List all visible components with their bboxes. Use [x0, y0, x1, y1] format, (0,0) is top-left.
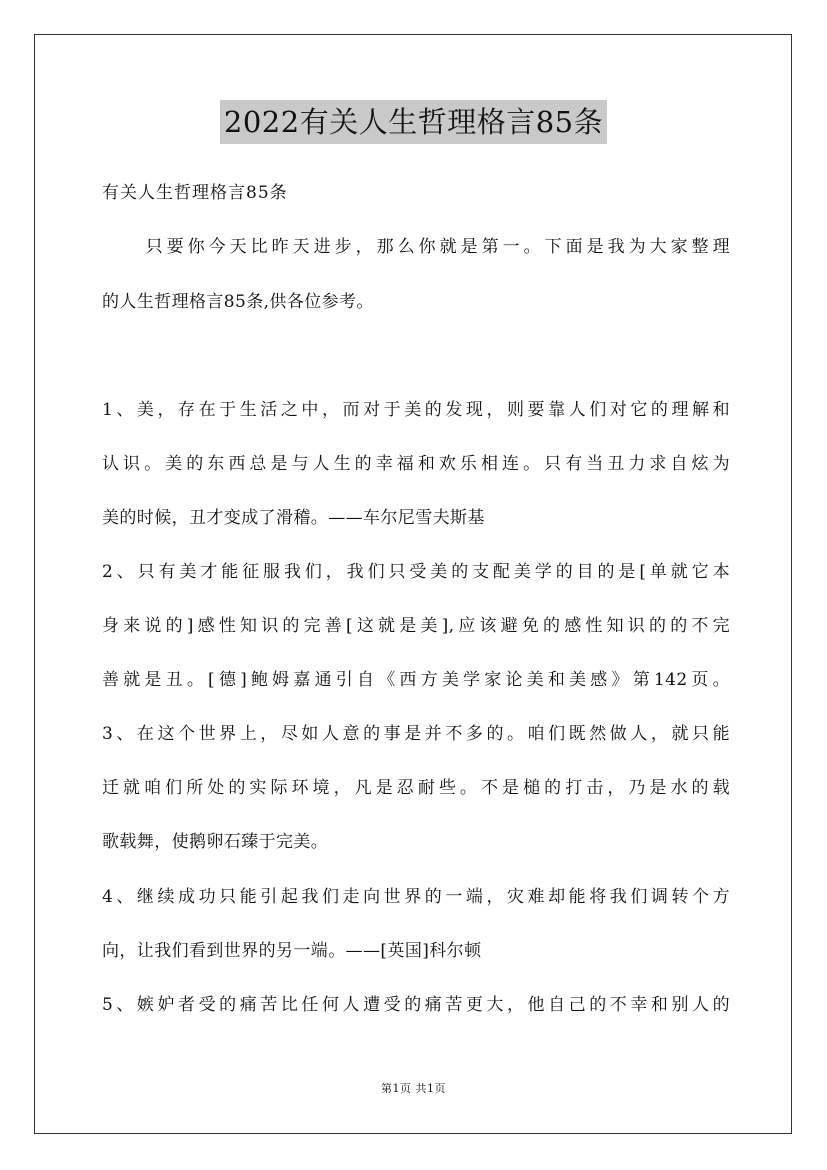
item-5-line-1: 5、嫉妒者受的痛苦比任何人遭受的痛苦更大，他自己的不幸和别人的 [102, 995, 730, 1015]
item-3-line-1: 3、在这个世界上，尽如人意的事是并不多的。咱们既然做人，就只能 [102, 724, 730, 744]
page-title: 2022有关人生哲理格言85条 [220, 100, 607, 144]
title-container [0, 100, 827, 144]
item-1-line-1: 1、美，存在于生活之中，而对于美的发现，则要靠人们对它的理解和 [102, 400, 730, 420]
page-footer: 第1页 共1页 [381, 1082, 446, 1095]
item-1-line-2: 认识。美的东西总是与人生的幸福和欢乐相连。只有当丑力求自炫为 [102, 454, 730, 474]
item-4-line-2: 向，让我们看到世界的另一端。——[英国]科尔顿 [102, 941, 482, 961]
item-2-line-3: 善就是丑。[德]鲍姆嘉通引自《西方美学家论美和美感》第142页。 [102, 670, 730, 690]
item-3-line-2: 迁就咱们所处的实际环境，凡是忍耐些。不是槌的打击，乃是水的载 [102, 778, 730, 798]
subtitle: 有关人生哲理格言85条 [102, 183, 288, 203]
intro-line-1 [102, 232, 730, 262]
item-3-line-3: 歌载舞，使鹅卵石臻于完美。 [102, 832, 329, 852]
item-1-line-3: 美的时候，丑才变成了滑稽。——车尔尼雪夫斯基 [102, 508, 485, 528]
item-4-line-1: 4、继续成功只能引起我们走向世界的一端，灾难却能将我们调转个方 [102, 887, 730, 907]
intro-line-2: 的人生哲理格言85条,供各位参考。 [102, 292, 374, 312]
intro-text-1: 只要你今天比昨天进步，那么你就是第一。下面是我为大家整理 [142, 237, 730, 257]
item-2-line-2: 身来说的]感性知识的完善[这就是美],应该避免的感性知识的的不完 [102, 616, 730, 636]
item-2-line-1: 2、只有美才能征服我们，我们只受美的支配美学的目的是[单就它本 [102, 562, 730, 582]
